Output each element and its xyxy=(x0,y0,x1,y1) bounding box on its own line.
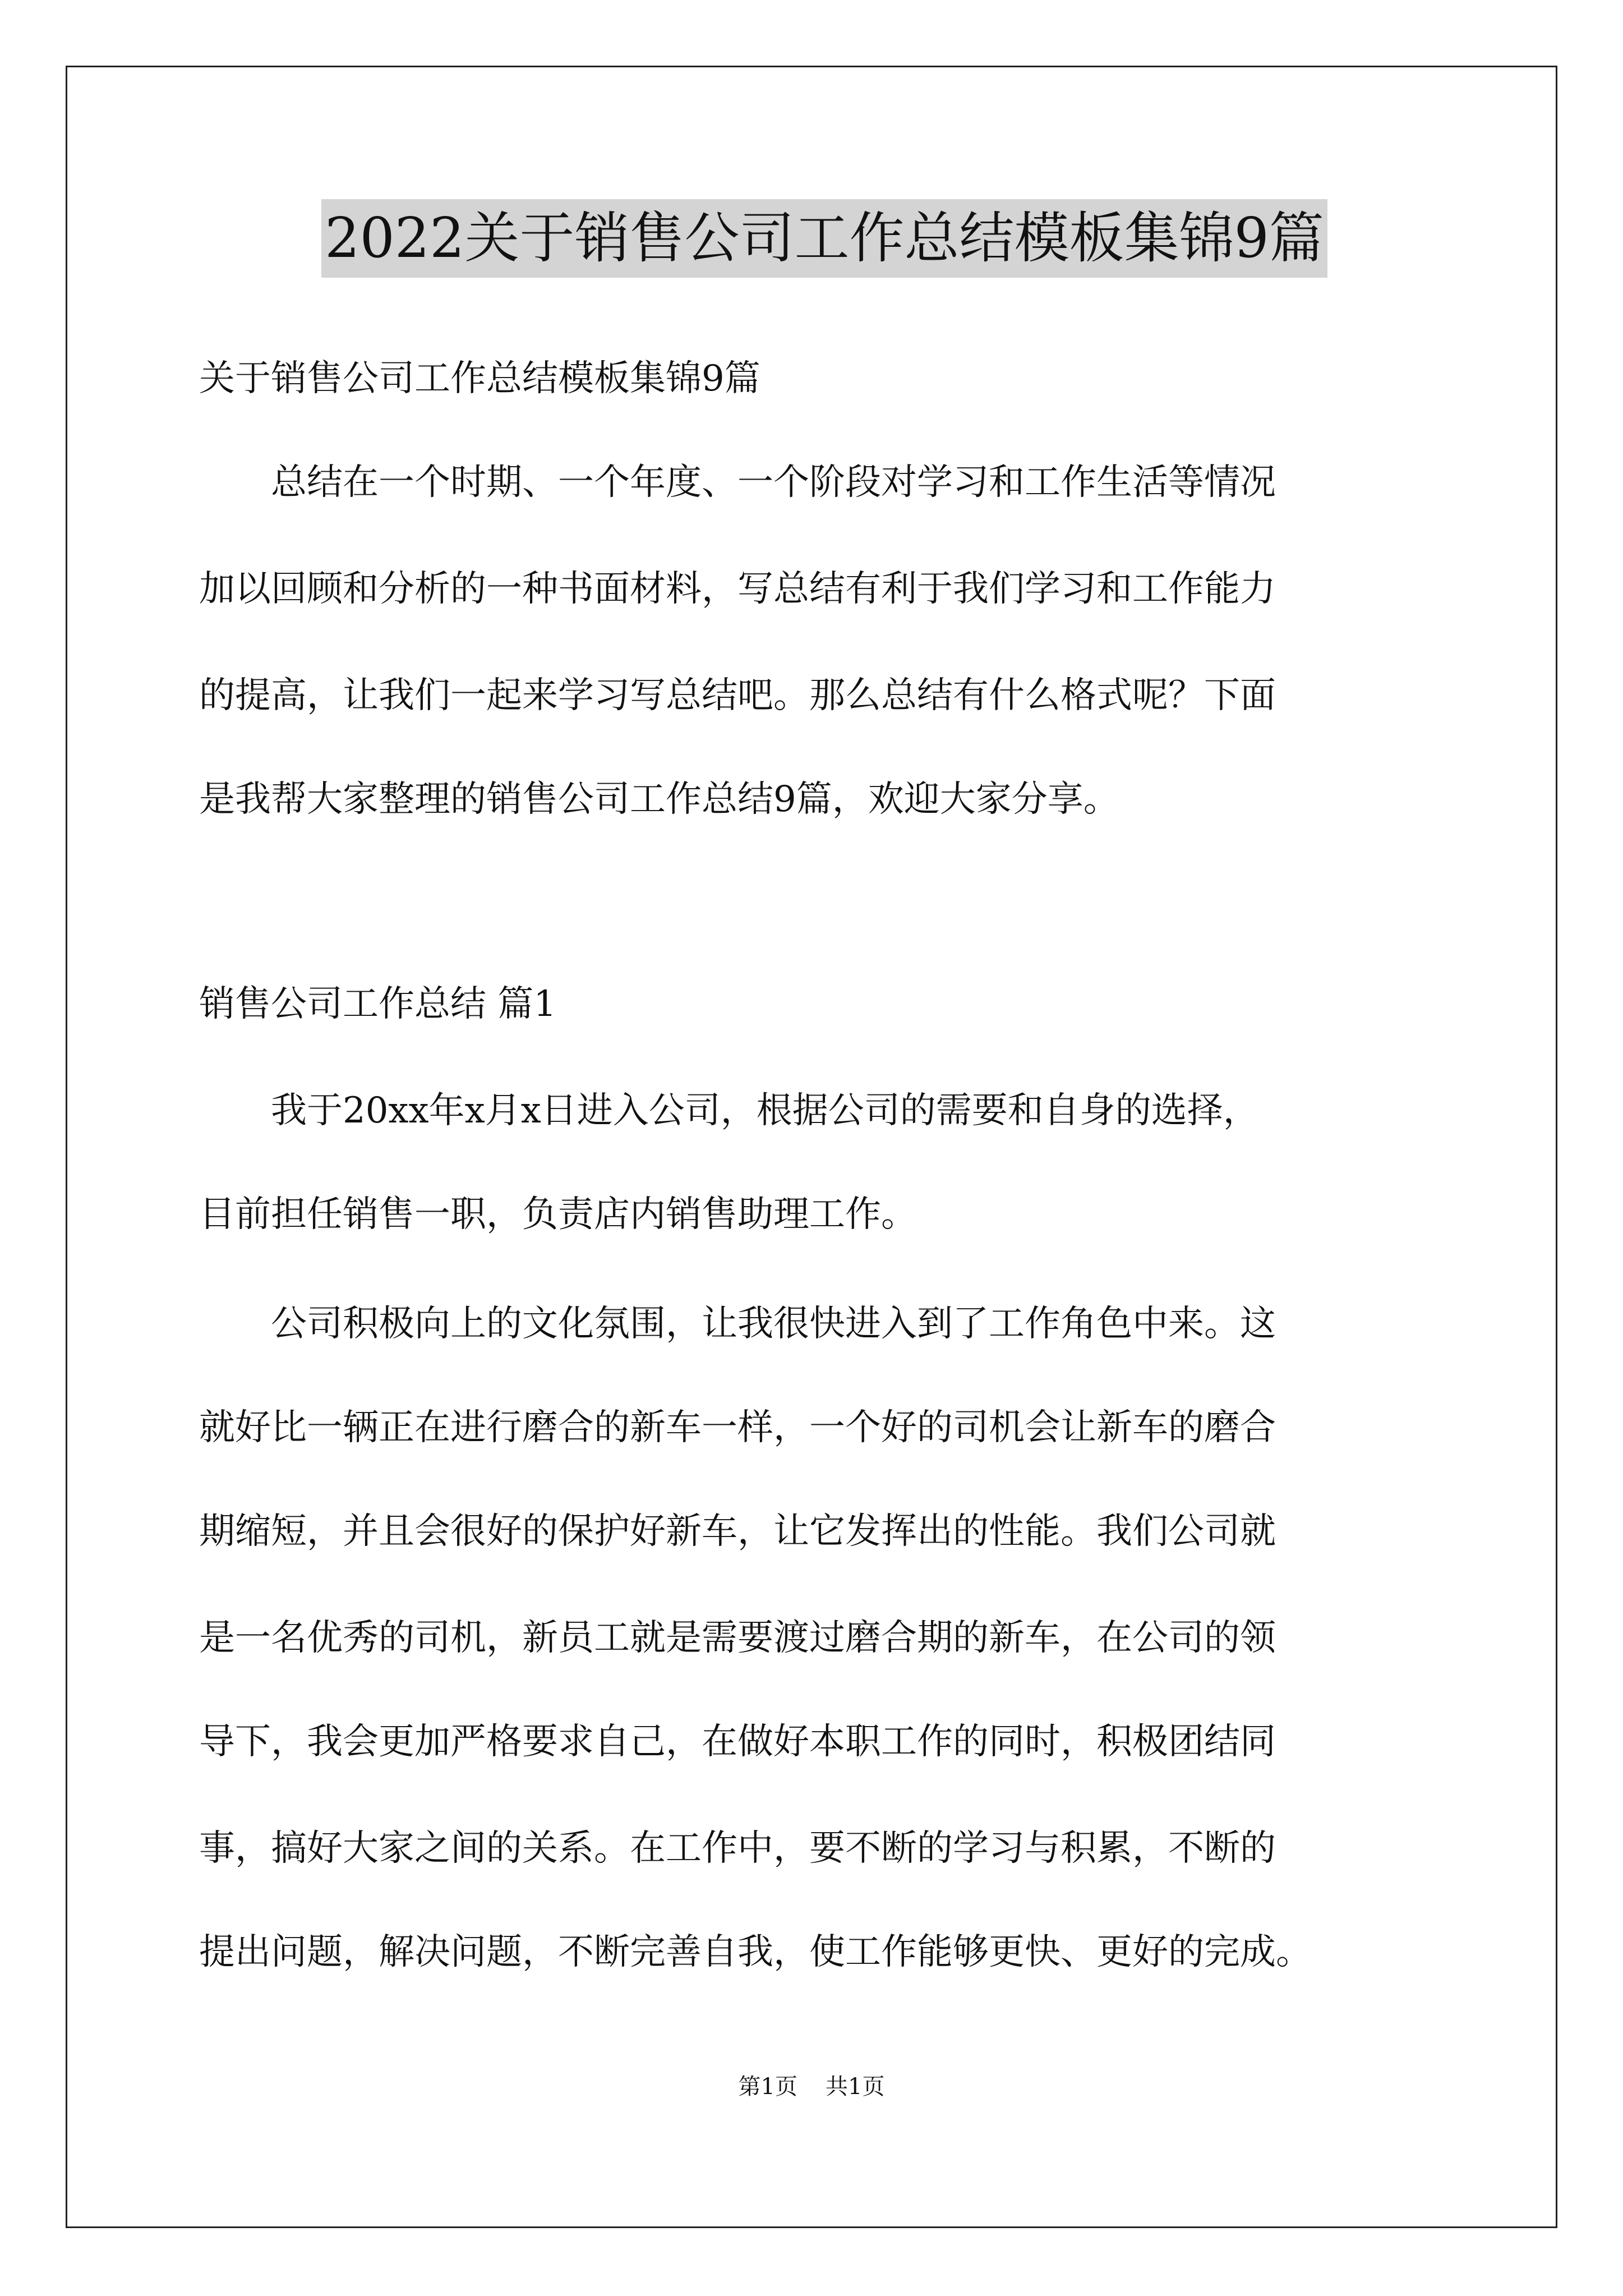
page-total: 共1页 xyxy=(826,2074,885,2100)
section-heading: 销售公司工作总结 篇1 xyxy=(199,983,557,1025)
para2-line-1: 公司积极向上的文化氛围，让我很快进入到了工作角色中来。这 xyxy=(271,1303,1276,1345)
para2-line-3: 期缩短，并且会很好的保护好新车，让它发挥出的性能。我们公司就 xyxy=(199,1511,1276,1552)
document-title: 2022关于销售公司工作总结模板集锦9篇 xyxy=(321,199,1327,278)
para1-line-2: 目前担任销售一职，负责店内销售助理工作。 xyxy=(199,1194,917,1235)
page-footer xyxy=(0,2070,1623,2104)
title-container xyxy=(199,199,1450,278)
para2-line-7: 提出问题，解决问题，不断完善自我，使工作能够更快、更好的完成。 xyxy=(199,1931,1312,1973)
document-subtitle: 关于销售公司工作总结模板集锦9篇 xyxy=(199,358,760,399)
para2-line-6: 事，搞好大家之间的关系。在工作中，要不断的学习与积累，不断的 xyxy=(199,1828,1276,1869)
intro-line-3: 的提高，让我们一起来学习写总结吧。那么总结有什么格式呢？下面 xyxy=(199,675,1276,716)
para2-line-2: 就好比一辆正在进行磨合的新车一样，一个好的司机会让新车的磨合 xyxy=(199,1407,1276,1448)
intro-line-4: 是我帮大家整理的销售公司工作总结9篇，欢迎大家分享。 xyxy=(199,779,1119,820)
intro-line-1: 总结在一个时期、一个年度、一个阶段对学习和工作生活等情况 xyxy=(271,462,1276,503)
para1-line-1: 我于20xx年x月x日进入公司，根据公司的需要和自身的选择， xyxy=(271,1090,1259,1131)
para2-line-5: 导下，我会更加严格要求自己，在做好本职工作的同时，积极团结同 xyxy=(199,1721,1276,1763)
page-current: 第1页 xyxy=(738,2074,797,2100)
intro-line-2: 加以回顾和分析的一种书面材料，写总结有利于我们学习和工作能力 xyxy=(199,568,1276,610)
para2-line-4: 是一名优秀的司机，新员工就是需要渡过磨合期的新车，在公司的领 xyxy=(199,1617,1276,1659)
